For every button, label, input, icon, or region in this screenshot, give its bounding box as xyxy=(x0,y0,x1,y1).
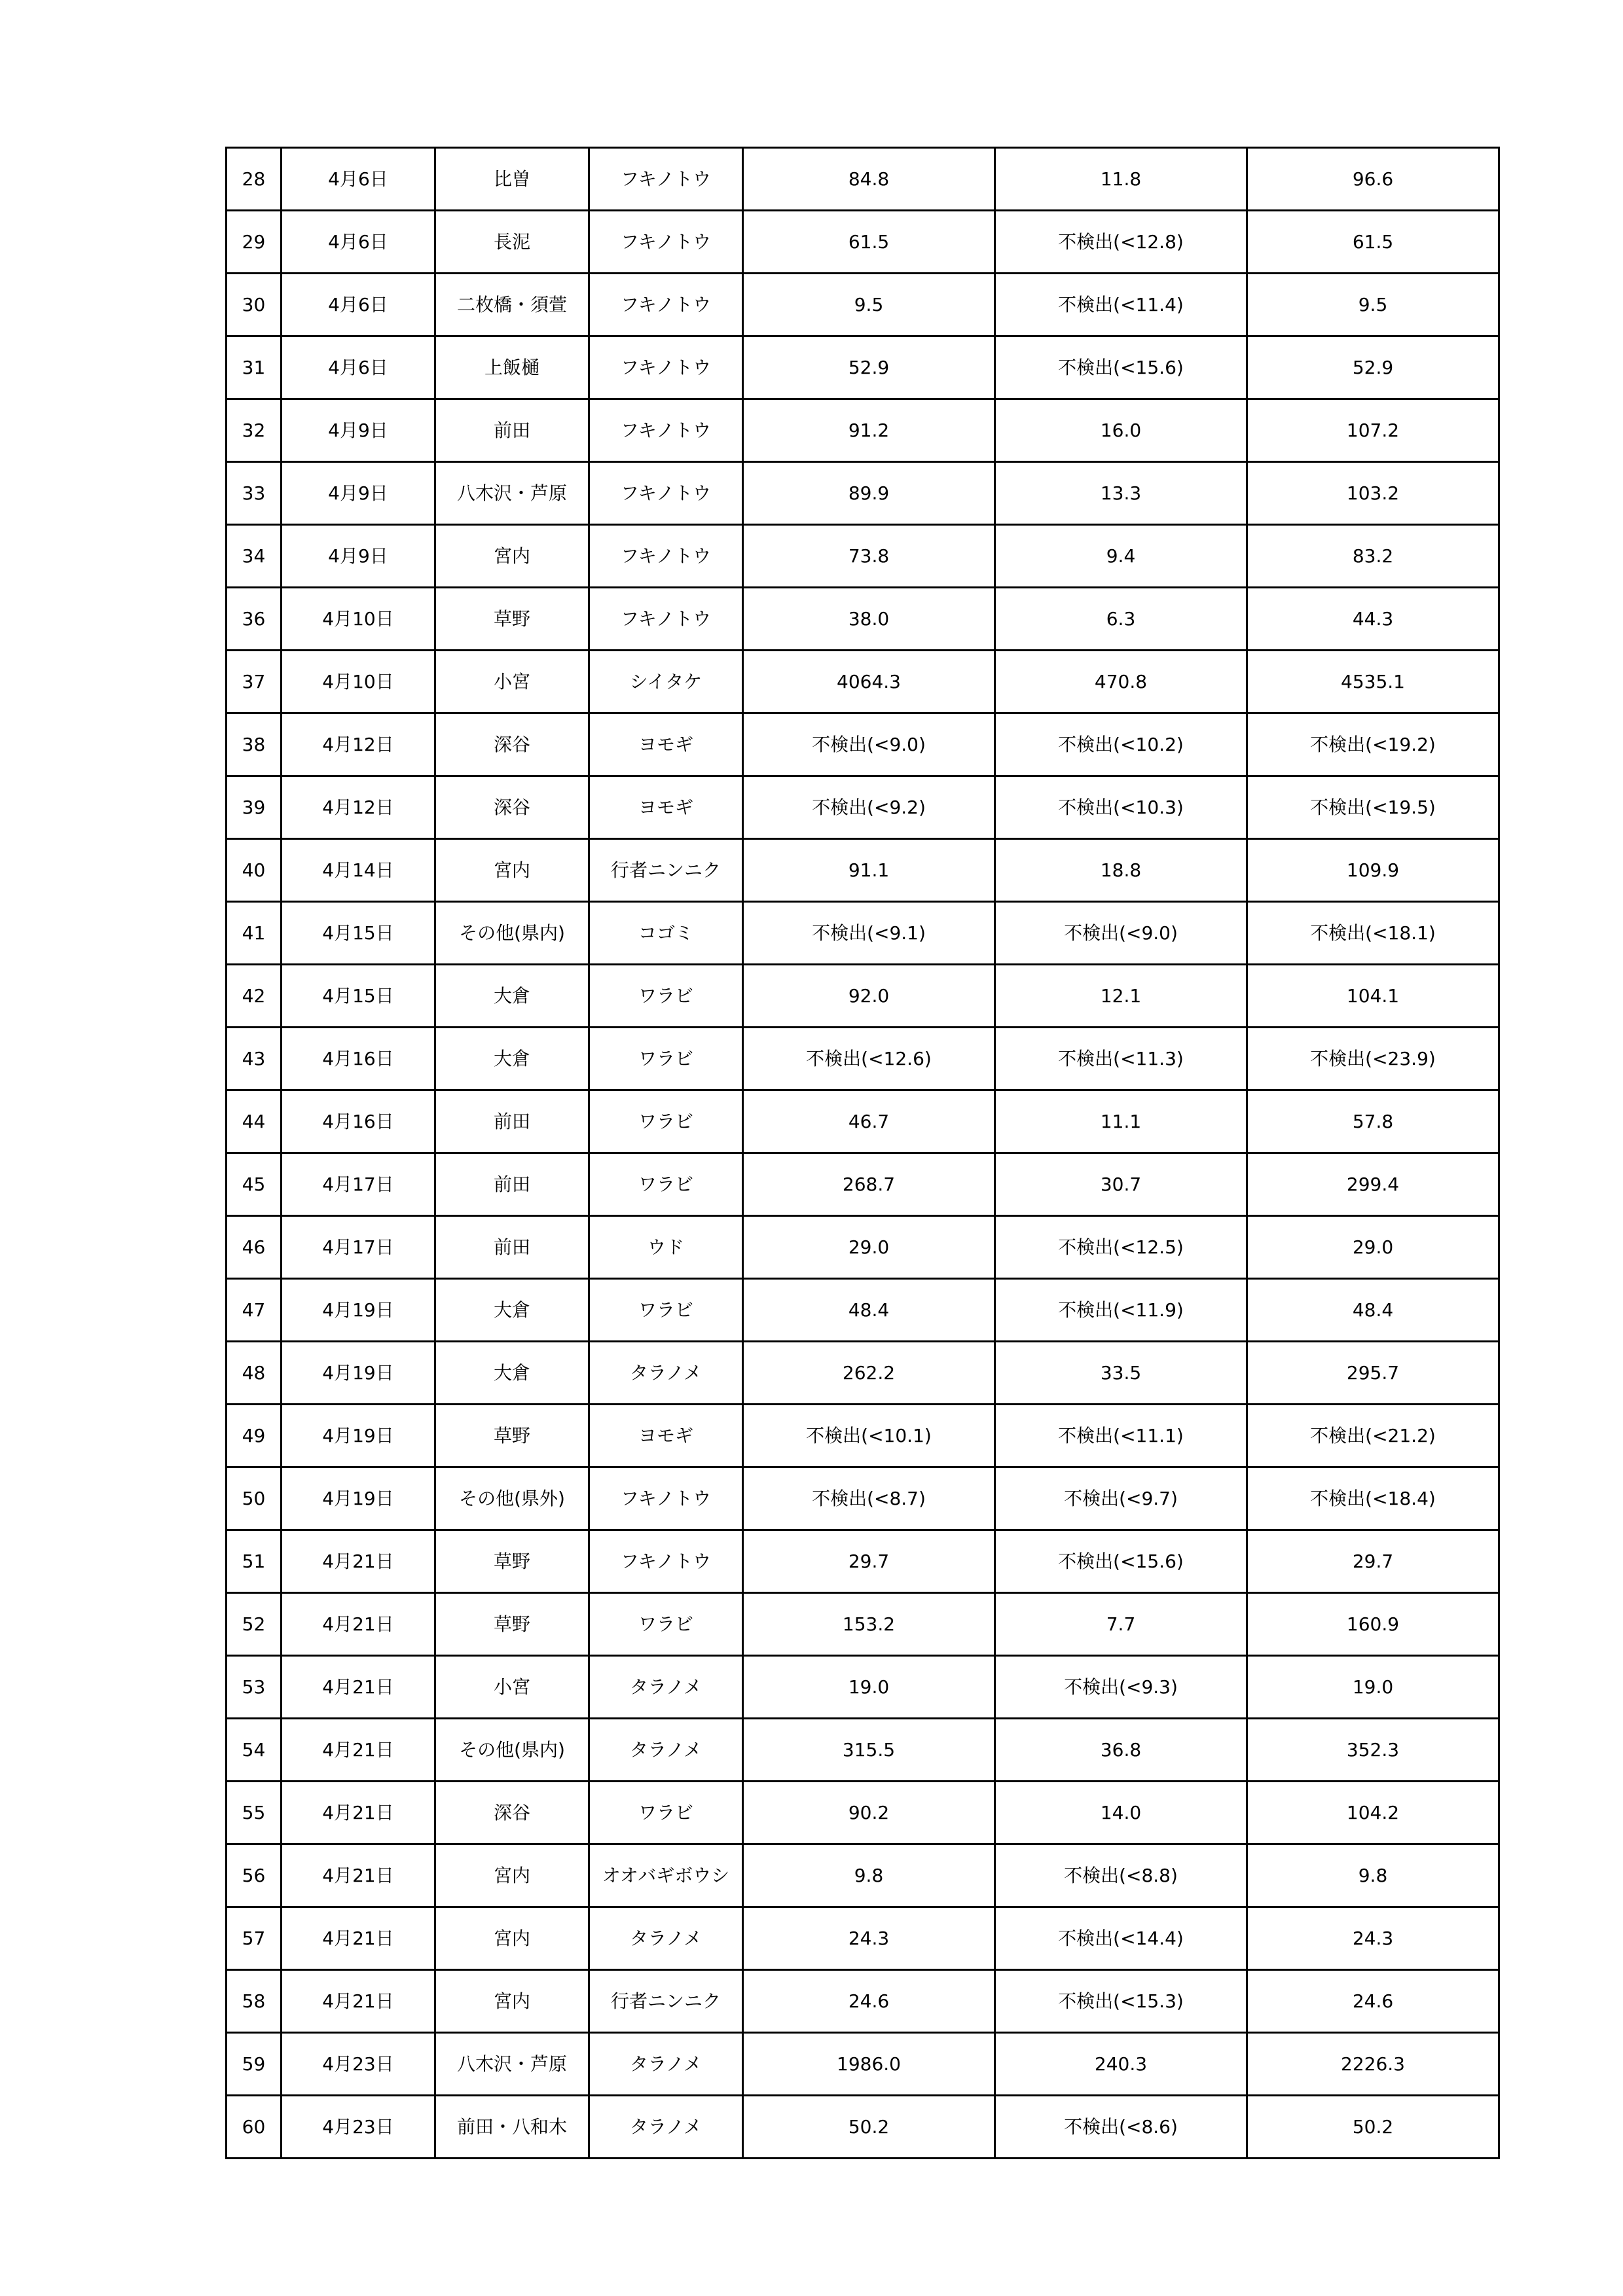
location-cell: 前田 xyxy=(435,1153,589,1216)
value2-cell: 7.7 xyxy=(995,1593,1247,1656)
row-number-cell: 29 xyxy=(227,211,282,274)
table-row xyxy=(227,965,1499,1028)
item-cell: ヨモギ xyxy=(589,1405,743,1467)
date-cell: 4月17日 xyxy=(282,1153,435,1216)
table-row xyxy=(227,1279,1499,1342)
value1-cell: 38.0 xyxy=(743,588,995,651)
total-cell: 29.0 xyxy=(1247,1216,1499,1279)
item-cell: ワラビ xyxy=(589,1028,743,1090)
value2-cell: 240.3 xyxy=(995,2033,1247,2096)
location-cell: 宮内 xyxy=(435,839,589,902)
value1-cell: 不検出(<12.6) xyxy=(743,1028,995,1090)
value1-cell: 4064.3 xyxy=(743,651,995,713)
item-cell: ワラビ xyxy=(589,1782,743,1844)
date-cell: 4月16日 xyxy=(282,1090,435,1153)
table-row xyxy=(227,336,1499,399)
value1-cell: 不検出(<9.1) xyxy=(743,902,995,965)
location-cell: 大倉 xyxy=(435,1279,589,1342)
location-cell: 宮内 xyxy=(435,1970,589,2033)
item-cell: フキノトウ xyxy=(589,399,743,462)
total-cell: 83.2 xyxy=(1247,525,1499,588)
item-cell: タラノメ xyxy=(589,1719,743,1782)
row-number-cell: 45 xyxy=(227,1153,282,1216)
location-cell: 宮内 xyxy=(435,1844,589,1907)
table-row xyxy=(227,588,1499,651)
value1-cell: 46.7 xyxy=(743,1090,995,1153)
table-row xyxy=(227,1907,1499,1970)
total-cell: 4535.1 xyxy=(1247,651,1499,713)
item-cell: タラノメ xyxy=(589,2096,743,2159)
row-number-cell: 31 xyxy=(227,336,282,399)
value2-cell: 16.0 xyxy=(995,399,1247,462)
value2-cell: 不検出(<11.3) xyxy=(995,1028,1247,1090)
value1-cell: 52.9 xyxy=(743,336,995,399)
value1-cell: 24.6 xyxy=(743,1970,995,2033)
item-cell: フキノトウ xyxy=(589,336,743,399)
total-cell: 9.8 xyxy=(1247,1844,1499,1907)
value1-cell: 48.4 xyxy=(743,1279,995,1342)
item-cell: ウド xyxy=(589,1216,743,1279)
table-row xyxy=(227,525,1499,588)
total-cell: 107.2 xyxy=(1247,399,1499,462)
row-number-cell: 42 xyxy=(227,965,282,1028)
total-cell: 295.7 xyxy=(1247,1342,1499,1405)
value2-cell: 18.8 xyxy=(995,839,1247,902)
value2-cell: 9.4 xyxy=(995,525,1247,588)
row-number-cell: 49 xyxy=(227,1405,282,1467)
value1-cell: 92.0 xyxy=(743,965,995,1028)
table-row xyxy=(227,1844,1499,1907)
total-cell: 160.9 xyxy=(1247,1593,1499,1656)
row-number-cell: 39 xyxy=(227,776,282,839)
location-cell: 比曽 xyxy=(435,148,589,211)
table-row xyxy=(227,1090,1499,1153)
value2-cell: 不検出(<8.8) xyxy=(995,1844,1247,1907)
value1-cell: 91.2 xyxy=(743,399,995,462)
value2-cell: 不検出(<9.0) xyxy=(995,902,1247,965)
row-number-cell: 55 xyxy=(227,1782,282,1844)
date-cell: 4月21日 xyxy=(282,1530,435,1593)
row-number-cell: 59 xyxy=(227,2033,282,2096)
table-row xyxy=(227,1719,1499,1782)
location-cell: 前田・八和木 xyxy=(435,2096,589,2159)
item-cell: フキノトウ xyxy=(589,462,743,525)
value2-cell: 11.8 xyxy=(995,148,1247,211)
date-cell: 4月19日 xyxy=(282,1467,435,1530)
item-cell: フキノトウ xyxy=(589,148,743,211)
date-cell: 4月21日 xyxy=(282,1593,435,1656)
value1-cell: 9.5 xyxy=(743,274,995,336)
location-cell: 長泥 xyxy=(435,211,589,274)
item-cell: タラノメ xyxy=(589,1656,743,1719)
row-number-cell: 48 xyxy=(227,1342,282,1405)
table-row xyxy=(227,1028,1499,1090)
row-number-cell: 41 xyxy=(227,902,282,965)
table-row xyxy=(227,1782,1499,1844)
date-cell: 4月21日 xyxy=(282,1970,435,2033)
date-cell: 4月9日 xyxy=(282,399,435,462)
item-cell: タラノメ xyxy=(589,1342,743,1405)
value1-cell: 84.8 xyxy=(743,148,995,211)
location-cell: 前田 xyxy=(435,399,589,462)
value1-cell: 89.9 xyxy=(743,462,995,525)
value1-cell: 29.0 xyxy=(743,1216,995,1279)
location-cell: 八木沢・芦原 xyxy=(435,2033,589,2096)
location-cell: 草野 xyxy=(435,1593,589,1656)
row-number-cell: 50 xyxy=(227,1467,282,1530)
location-cell: 前田 xyxy=(435,1216,589,1279)
table-row xyxy=(227,776,1499,839)
total-cell: 9.5 xyxy=(1247,274,1499,336)
total-cell: 44.3 xyxy=(1247,588,1499,651)
total-cell: 24.3 xyxy=(1247,1907,1499,1970)
location-cell: 草野 xyxy=(435,1405,589,1467)
row-number-cell: 40 xyxy=(227,839,282,902)
value1-cell: 不検出(<8.7) xyxy=(743,1467,995,1530)
value1-cell: 262.2 xyxy=(743,1342,995,1405)
item-cell: ワラビ xyxy=(589,965,743,1028)
location-cell: 小宮 xyxy=(435,1656,589,1719)
date-cell: 4月19日 xyxy=(282,1405,435,1467)
table-row xyxy=(227,274,1499,336)
total-cell: 24.6 xyxy=(1247,1970,1499,2033)
item-cell: ワラビ xyxy=(589,1279,743,1342)
date-cell: 4月6日 xyxy=(282,211,435,274)
row-number-cell: 54 xyxy=(227,1719,282,1782)
location-cell: 前田 xyxy=(435,1090,589,1153)
value2-cell: 33.5 xyxy=(995,1342,1247,1405)
date-cell: 4月14日 xyxy=(282,839,435,902)
row-number-cell: 52 xyxy=(227,1593,282,1656)
value2-cell: 不検出(<8.6) xyxy=(995,2096,1247,2159)
date-cell: 4月19日 xyxy=(282,1279,435,1342)
item-cell: フキノトウ xyxy=(589,1467,743,1530)
value1-cell: 50.2 xyxy=(743,2096,995,2159)
value1-cell: 315.5 xyxy=(743,1719,995,1782)
value2-cell: 不検出(<12.8) xyxy=(995,211,1247,274)
date-cell: 4月6日 xyxy=(282,274,435,336)
row-number-cell: 34 xyxy=(227,525,282,588)
table-row xyxy=(227,1153,1499,1216)
date-cell: 4月9日 xyxy=(282,462,435,525)
table-row xyxy=(227,2096,1499,2159)
date-cell: 4月10日 xyxy=(282,651,435,713)
location-cell: 草野 xyxy=(435,1530,589,1593)
row-number-cell: 33 xyxy=(227,462,282,525)
total-cell: 103.2 xyxy=(1247,462,1499,525)
table-row xyxy=(227,1216,1499,1279)
table-row xyxy=(227,1467,1499,1530)
item-cell: オオバギボウシ xyxy=(589,1844,743,1907)
item-cell: ワラビ xyxy=(589,1090,743,1153)
item-cell: ヨモギ xyxy=(589,776,743,839)
value1-cell: 9.8 xyxy=(743,1844,995,1907)
value1-cell: 不検出(<10.1) xyxy=(743,1405,995,1467)
date-cell: 4月12日 xyxy=(282,713,435,776)
total-cell: 不検出(<21.2) xyxy=(1247,1405,1499,1467)
table-row xyxy=(227,1405,1499,1467)
value2-cell: 470.8 xyxy=(995,651,1247,713)
row-number-cell: 56 xyxy=(227,1844,282,1907)
row-number-cell: 57 xyxy=(227,1907,282,1970)
item-cell: ワラビ xyxy=(589,1153,743,1216)
date-cell: 4月12日 xyxy=(282,776,435,839)
value2-cell: 不検出(<15.6) xyxy=(995,336,1247,399)
row-number-cell: 51 xyxy=(227,1530,282,1593)
total-cell: 96.6 xyxy=(1247,148,1499,211)
location-cell: 宮内 xyxy=(435,1907,589,1970)
item-cell: 行者ニンニク xyxy=(589,1970,743,2033)
row-number-cell: 53 xyxy=(227,1656,282,1719)
value1-cell: 不検出(<9.0) xyxy=(743,713,995,776)
total-cell: 104.1 xyxy=(1247,965,1499,1028)
item-cell: シイタケ xyxy=(589,651,743,713)
date-cell: 4月21日 xyxy=(282,1719,435,1782)
total-cell: 2226.3 xyxy=(1247,2033,1499,2096)
value2-cell: 不検出(<15.6) xyxy=(995,1530,1247,1593)
table-row xyxy=(227,1970,1499,2033)
table-row xyxy=(227,462,1499,525)
total-cell: 不検出(<19.5) xyxy=(1247,776,1499,839)
location-cell: 深谷 xyxy=(435,713,589,776)
location-cell: 八木沢・芦原 xyxy=(435,462,589,525)
item-cell: フキノトウ xyxy=(589,274,743,336)
value1-cell: 29.7 xyxy=(743,1530,995,1593)
date-cell: 4月21日 xyxy=(282,1844,435,1907)
location-cell: 小宮 xyxy=(435,651,589,713)
total-cell: 109.9 xyxy=(1247,839,1499,902)
row-number-cell: 36 xyxy=(227,588,282,651)
row-number-cell: 30 xyxy=(227,274,282,336)
total-cell: 不検出(<18.4) xyxy=(1247,1467,1499,1530)
location-cell: 大倉 xyxy=(435,1342,589,1405)
location-cell: 深谷 xyxy=(435,776,589,839)
measurement-table xyxy=(225,147,1500,2159)
value2-cell: 12.1 xyxy=(995,965,1247,1028)
value1-cell: 61.5 xyxy=(743,211,995,274)
value2-cell: 不検出(<9.3) xyxy=(995,1656,1247,1719)
row-number-cell: 28 xyxy=(227,148,282,211)
location-cell: その他(県外) xyxy=(435,1467,589,1530)
value1-cell: 不検出(<9.2) xyxy=(743,776,995,839)
value1-cell: 268.7 xyxy=(743,1153,995,1216)
row-number-cell: 32 xyxy=(227,399,282,462)
date-cell: 4月16日 xyxy=(282,1028,435,1090)
date-cell: 4月23日 xyxy=(282,2033,435,2096)
date-cell: 4月15日 xyxy=(282,902,435,965)
total-cell: 61.5 xyxy=(1247,211,1499,274)
item-cell: コゴミ xyxy=(589,902,743,965)
date-cell: 4月6日 xyxy=(282,336,435,399)
value2-cell: 不検出(<9.7) xyxy=(995,1467,1247,1530)
date-cell: 4月9日 xyxy=(282,525,435,588)
value1-cell: 1986.0 xyxy=(743,2033,995,2096)
location-cell: 宮内 xyxy=(435,525,589,588)
item-cell: タラノメ xyxy=(589,1907,743,1970)
value2-cell: 不検出(<10.2) xyxy=(995,713,1247,776)
location-cell: 上飯樋 xyxy=(435,336,589,399)
table-row xyxy=(227,1656,1499,1719)
total-cell: 不検出(<18.1) xyxy=(1247,902,1499,965)
table-body xyxy=(227,148,1499,2159)
value2-cell: 6.3 xyxy=(995,588,1247,651)
total-cell: 29.7 xyxy=(1247,1530,1499,1593)
date-cell: 4月19日 xyxy=(282,1342,435,1405)
row-number-cell: 44 xyxy=(227,1090,282,1153)
value1-cell: 153.2 xyxy=(743,1593,995,1656)
item-cell: フキノトウ xyxy=(589,525,743,588)
value2-cell: 不検出(<11.9) xyxy=(995,1279,1247,1342)
value2-cell: 36.8 xyxy=(995,1719,1247,1782)
total-cell: 352.3 xyxy=(1247,1719,1499,1782)
location-cell: 草野 xyxy=(435,588,589,651)
item-cell: タラノメ xyxy=(589,2033,743,2096)
date-cell: 4月21日 xyxy=(282,1782,435,1844)
item-cell: フキノトウ xyxy=(589,211,743,274)
total-cell: 48.4 xyxy=(1247,1279,1499,1342)
item-cell: フキノトウ xyxy=(589,588,743,651)
row-number-cell: 43 xyxy=(227,1028,282,1090)
table-row xyxy=(227,148,1499,211)
date-cell: 4月10日 xyxy=(282,588,435,651)
value2-cell: 30.7 xyxy=(995,1153,1247,1216)
item-cell: ワラビ xyxy=(589,1593,743,1656)
table-row xyxy=(227,211,1499,274)
location-cell: その他(県内) xyxy=(435,902,589,965)
value1-cell: 73.8 xyxy=(743,525,995,588)
location-cell: 大倉 xyxy=(435,1028,589,1090)
location-cell: その他(県内) xyxy=(435,1719,589,1782)
value2-cell: 13.3 xyxy=(995,462,1247,525)
total-cell: 50.2 xyxy=(1247,2096,1499,2159)
item-cell: ヨモギ xyxy=(589,713,743,776)
date-cell: 4月15日 xyxy=(282,965,435,1028)
total-cell: 57.8 xyxy=(1247,1090,1499,1153)
value2-cell: 不検出(<11.4) xyxy=(995,274,1247,336)
location-cell: 深谷 xyxy=(435,1782,589,1844)
location-cell: 二枚橋・須萱 xyxy=(435,274,589,336)
total-cell: 不検出(<23.9) xyxy=(1247,1028,1499,1090)
date-cell: 4月21日 xyxy=(282,1656,435,1719)
row-number-cell: 58 xyxy=(227,1970,282,2033)
value2-cell: 不検出(<12.5) xyxy=(995,1216,1247,1279)
value2-cell: 不検出(<11.1) xyxy=(995,1405,1247,1467)
date-cell: 4月6日 xyxy=(282,148,435,211)
table-row xyxy=(227,902,1499,965)
value2-cell: 14.0 xyxy=(995,1782,1247,1844)
row-number-cell: 46 xyxy=(227,1216,282,1279)
item-cell: 行者ニンニク xyxy=(589,839,743,902)
total-cell: 52.9 xyxy=(1247,336,1499,399)
row-number-cell: 60 xyxy=(227,2096,282,2159)
total-cell: 299.4 xyxy=(1247,1153,1499,1216)
table-row xyxy=(227,1593,1499,1656)
row-number-cell: 47 xyxy=(227,1279,282,1342)
table-row xyxy=(227,839,1499,902)
value2-cell: 不検出(<14.4) xyxy=(995,1907,1247,1970)
total-cell: 104.2 xyxy=(1247,1782,1499,1844)
location-cell: 大倉 xyxy=(435,965,589,1028)
table-row xyxy=(227,713,1499,776)
value1-cell: 19.0 xyxy=(743,1656,995,1719)
date-cell: 4月21日 xyxy=(282,1907,435,1970)
item-cell: フキノトウ xyxy=(589,1530,743,1593)
row-number-cell: 38 xyxy=(227,713,282,776)
table-row xyxy=(227,651,1499,713)
value1-cell: 91.1 xyxy=(743,839,995,902)
table-row xyxy=(227,399,1499,462)
table-row xyxy=(227,1530,1499,1593)
row-number-cell: 37 xyxy=(227,651,282,713)
date-cell: 4月23日 xyxy=(282,2096,435,2159)
value2-cell: 不検出(<15.3) xyxy=(995,1970,1247,2033)
table-row xyxy=(227,2033,1499,2096)
table-row xyxy=(227,1342,1499,1405)
date-cell: 4月17日 xyxy=(282,1216,435,1279)
value1-cell: 24.3 xyxy=(743,1907,995,1970)
value1-cell: 90.2 xyxy=(743,1782,995,1844)
value2-cell: 不検出(<10.3) xyxy=(995,776,1247,839)
total-cell: 不検出(<19.2) xyxy=(1247,713,1499,776)
total-cell: 19.0 xyxy=(1247,1656,1499,1719)
value2-cell: 11.1 xyxy=(995,1090,1247,1153)
